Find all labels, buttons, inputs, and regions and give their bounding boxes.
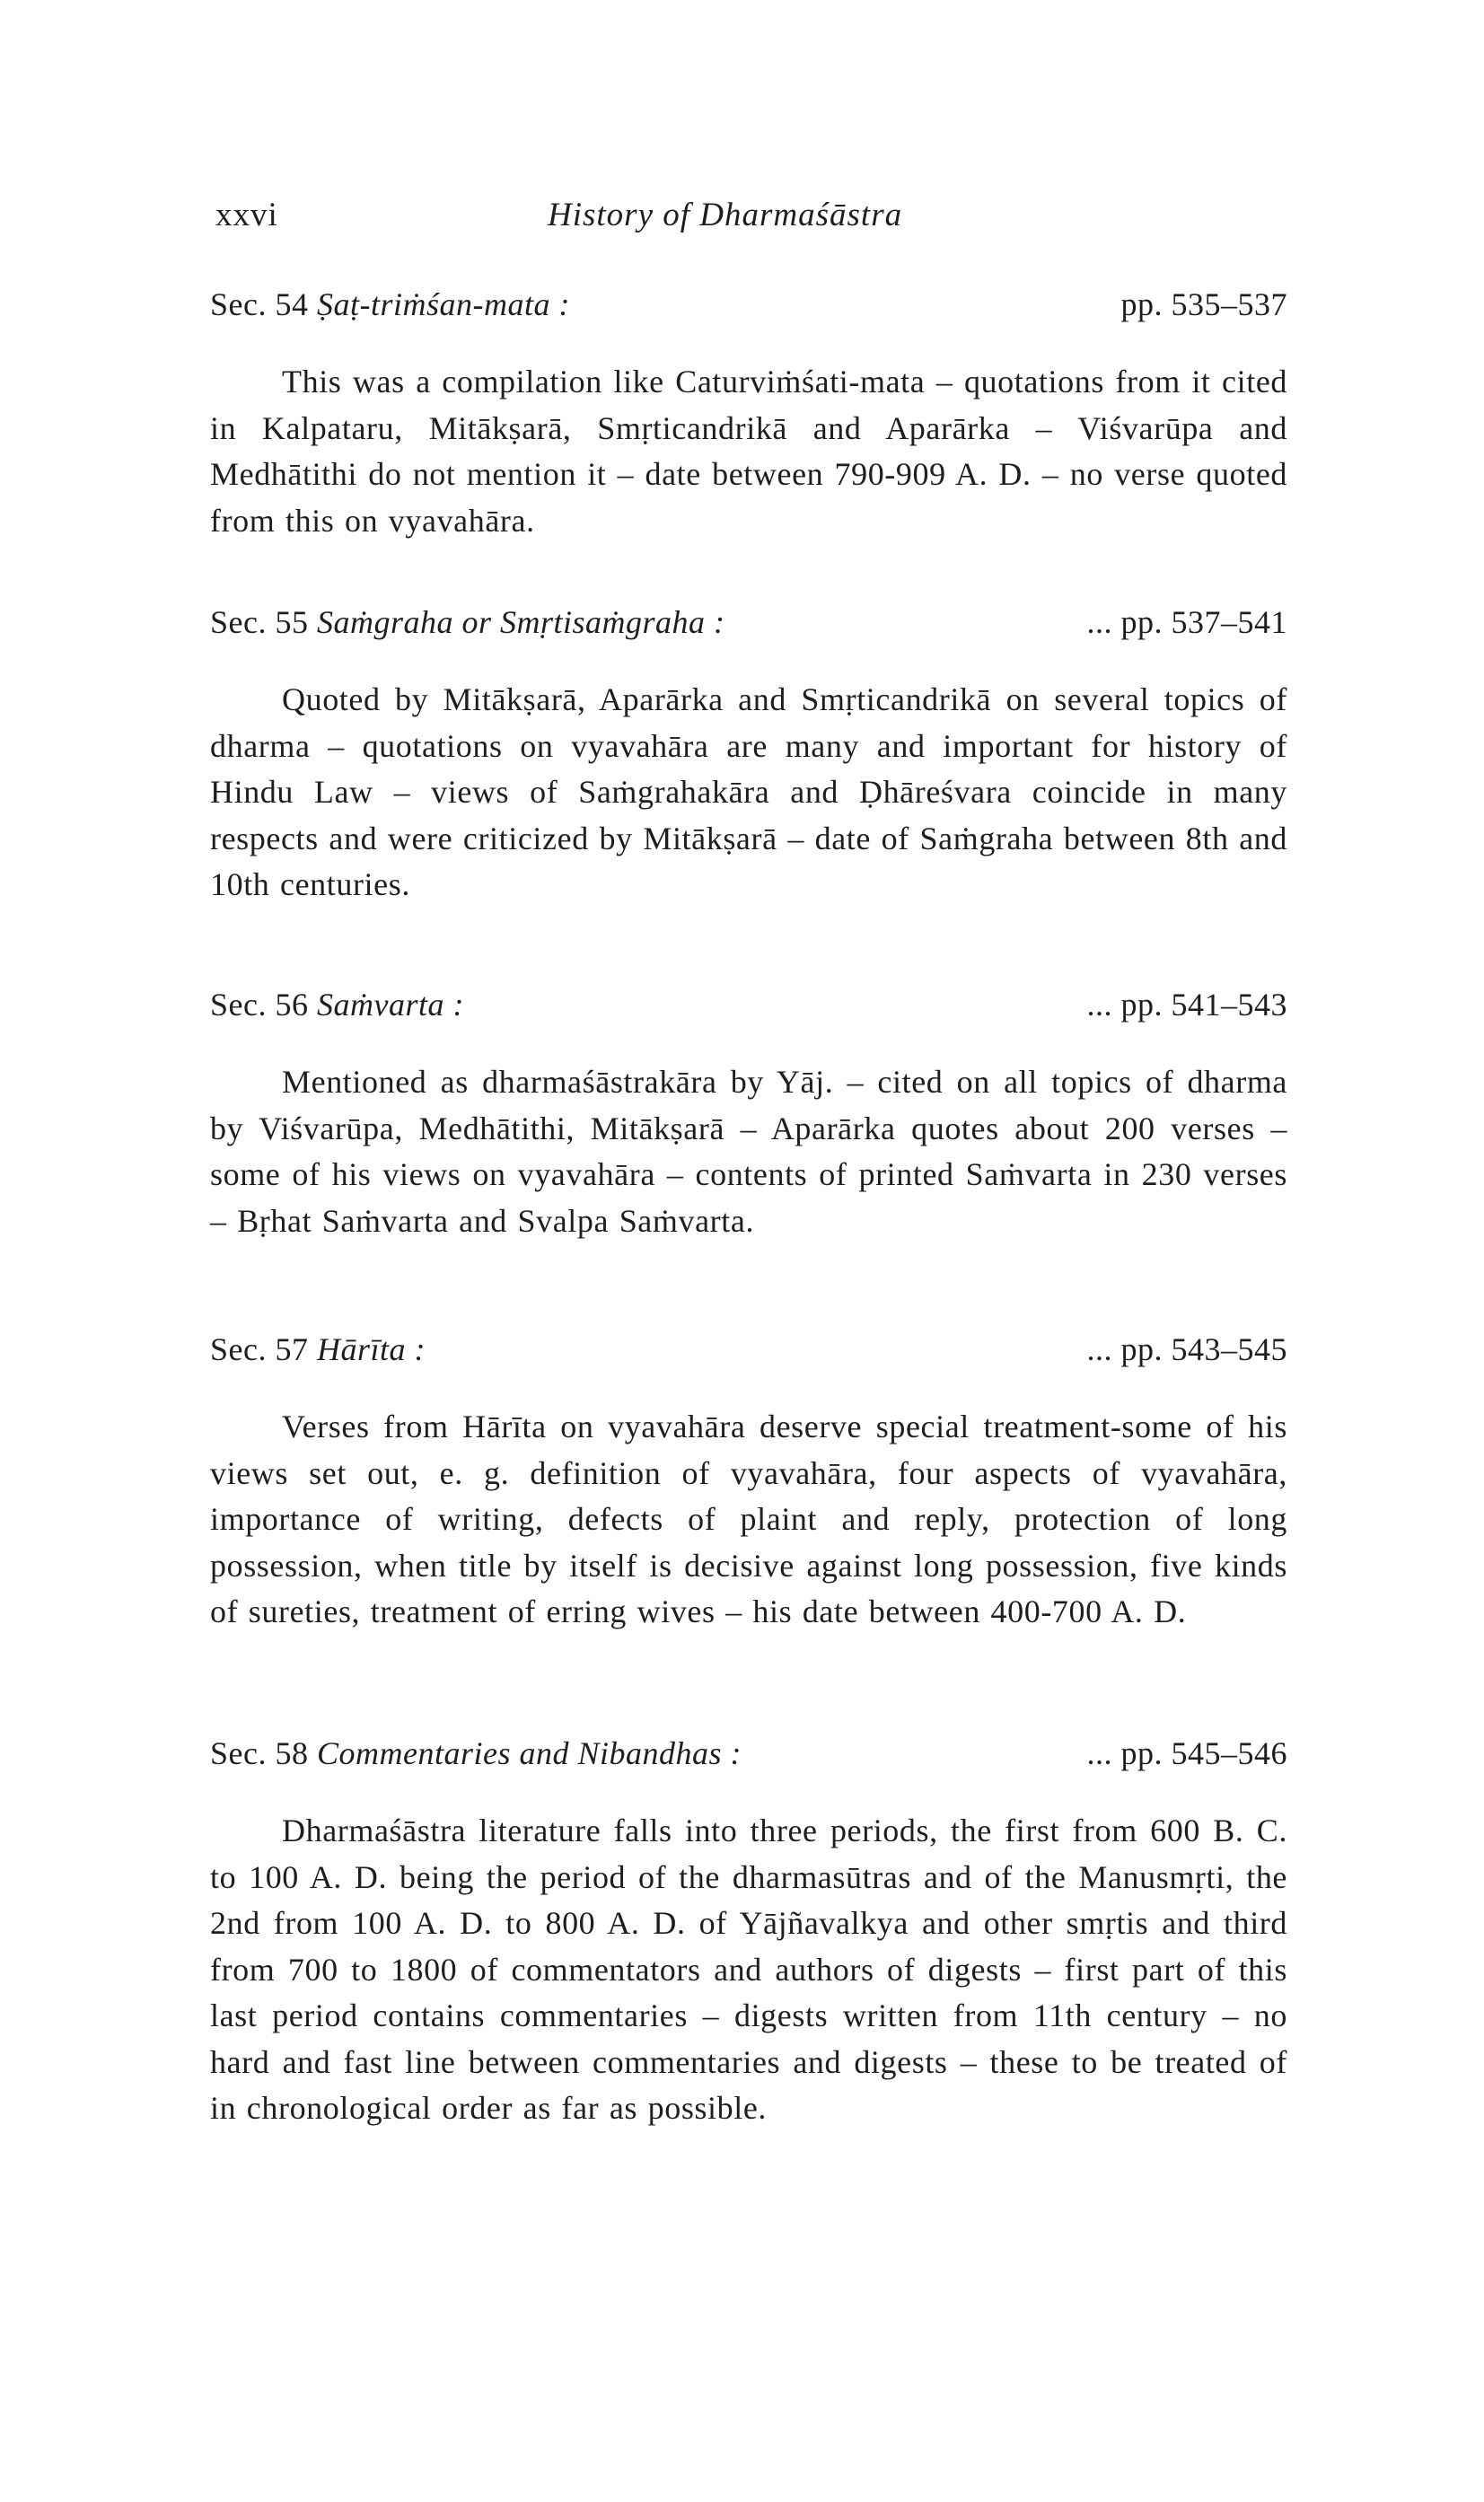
section-title: Ṣaṭ-triṁśan-mata : (316, 286, 570, 322)
section-56 (210, 986, 1287, 1244)
section-number: Sec. 55 (210, 604, 309, 640)
section-pages: pp. 535–537 (1120, 286, 1287, 322)
section-label-group (210, 1330, 426, 1368)
section-label-group (210, 1734, 742, 1772)
section-title: Saṁvarta : (316, 987, 464, 1023)
section-heading (210, 603, 1287, 650)
section-label-group (210, 986, 464, 1023)
section-label-group (210, 285, 570, 323)
section-title: Saṁgraha or Smṛtisaṁgraha : (316, 604, 725, 640)
section-body: Dharmaśāstra literature falls into three periods, the first from 600 B. C. to 100 A. D. being the period of the dharmasūtras and of the Manusmṛti, the 2nd from 100 A. D. to 800 A. D. of Yājñavalkya and other smṛtis and third from 700 to 1800 of commentators and authors of digests – first part of this last period contains commentaries – digests written from 11th century – no hard and fast line between commentaries and digests – these to be treated of in chronological order as far as possible. (210, 1813, 1287, 2126)
section-heading (210, 285, 1287, 332)
section-number: Sec. 57 (210, 1331, 309, 1367)
section-58 (210, 1734, 1287, 2132)
section-label-group (210, 603, 725, 641)
section-body: Verses from Hārīta on vyavahāra deserve special treatment-some of his views set out, e. g. definition of vyavahāra, four aspects of vyavahāra, importance of writing, defects of plaint and reply, protection of long possession, when title by itself is decisive against long possession, five kinds of sureties, treatment of erring wives – his date between 400-700 A. D. (210, 1409, 1287, 1629)
section-heading (210, 1330, 1287, 1377)
section-57 (210, 1330, 1287, 1636)
section-heading (210, 986, 1287, 1032)
section-number: Sec. 56 (210, 987, 309, 1023)
section-heading (210, 1734, 1287, 1781)
section-pages: ... pp. 537–541 (1086, 604, 1287, 640)
section-body: This was a compilation like Caturviṁśati-mata – quotations from it cited in Kalpataru, Mitākṣarā, Smṛticandrikā and Aparārka – Viśvarūpa and Medhātithi do not mention it – date between 790-909 A. D. – no verse quoted from this on vyavahāra. (210, 364, 1287, 539)
section-54 (210, 285, 1287, 544)
section-number: Sec. 58 (210, 1735, 309, 1771)
section-pages: ... pp. 543–545 (1086, 1331, 1287, 1367)
running-head (215, 196, 1284, 241)
section-number: Sec. 54 (210, 286, 309, 322)
section-pages: ... pp. 545–546 (1086, 1735, 1287, 1771)
section-body: Mentioned as dharmaśāstrakāra by Yāj. – cited on all topics of dharma by Viśvarūpa, Medhātithi, Mitākṣarā – Aparārka quotes about 200 verses – some of his views on vyavahāra – contents of printed Saṁvarta in 230 verses – Bṛhat Saṁvarta and Svalpa Saṁvarta. (210, 1064, 1287, 1239)
book-title: History of Dharmaśāstra (548, 197, 903, 233)
section-pages: ... pp. 541–543 (1086, 987, 1287, 1023)
section-55 (210, 603, 1287, 909)
section-title: Hārīta : (316, 1331, 426, 1367)
section-body: Quoted by Mitākṣarā, Aparārka and Smṛticandrikā on several topics of dharma – quotations on vyavahāra are many and important for history of Hindu Law – views of Saṁgrahakāra and Ḍhāreśvara coincide in many respects and were criticized by Mitākṣarā – date of Saṁgraha between 8th and 10th centuries. (210, 681, 1287, 902)
section-title: Commentaries and Nibandhas : (316, 1735, 742, 1771)
page-number: xxvi (215, 197, 278, 233)
